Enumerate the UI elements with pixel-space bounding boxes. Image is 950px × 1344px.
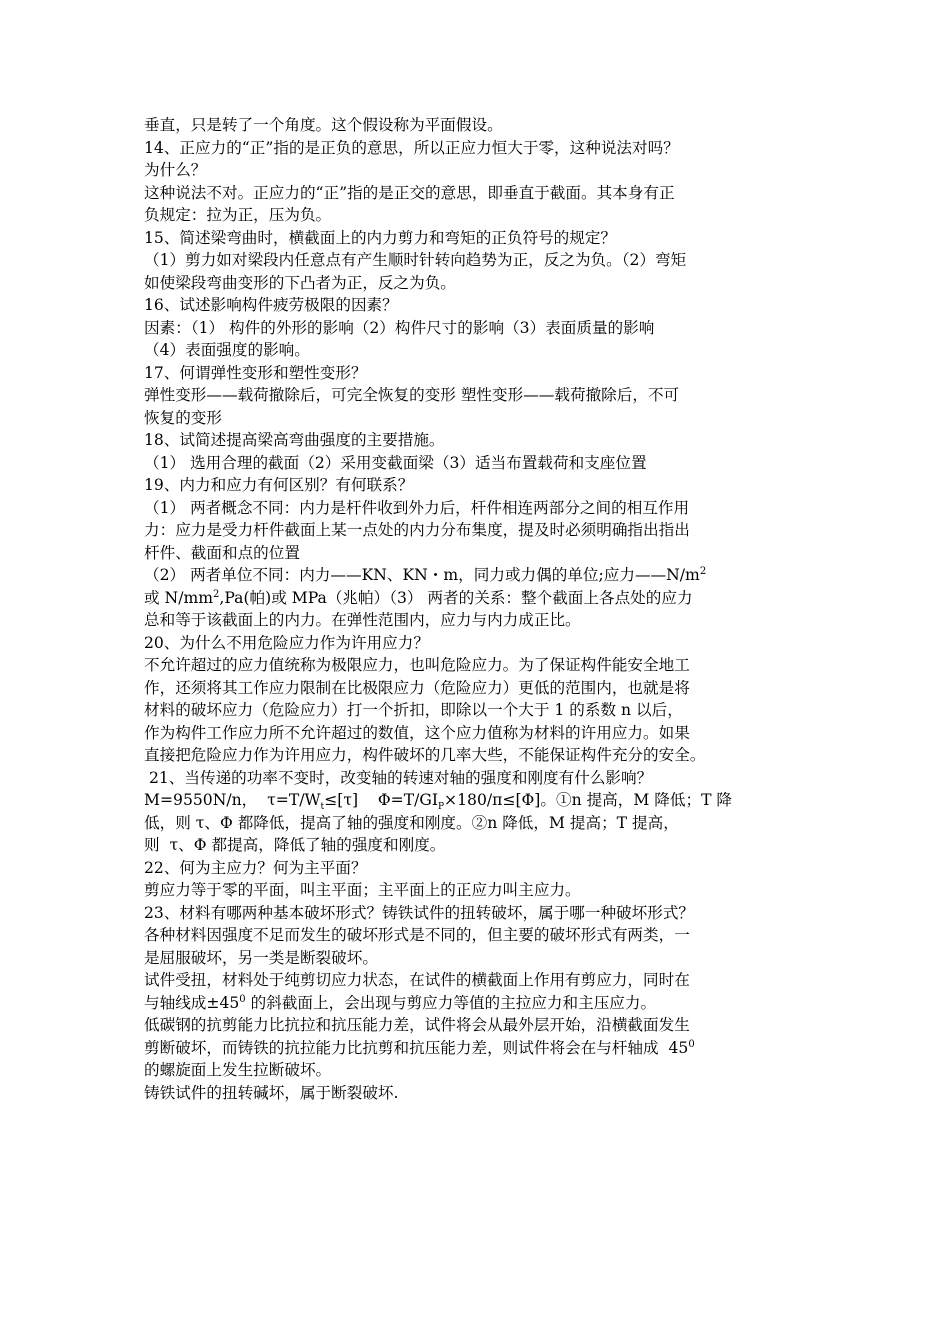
answer-14-cont: 负规定：拉为正，压为负。 bbox=[144, 206, 332, 224]
answer-23-para3-cont bbox=[144, 1037, 814, 1060]
answer-17-cont: 恢复的变形 bbox=[144, 408, 222, 427]
answer-14: 这种说法不对。正应力的“正”指的是正交的意思，即垂直于截面。其本身有正 bbox=[144, 183, 675, 202]
text-run: 剪断破坏，而铸铁的抗拉能力比抗剪和抗压能力差，则试件将会在与杆轴成 45 bbox=[144, 1038, 689, 1057]
superscript: 0 bbox=[239, 993, 246, 1005]
text-run: ×180/π≤[Φ]。①n 提高，M 降低；T 降 bbox=[444, 791, 733, 809]
superscript: 2 bbox=[213, 588, 220, 600]
answer-15-cont: 如使梁段弯曲变形的下凸者为正，反之为负。 bbox=[144, 273, 456, 292]
answer-19: （1） 两者概念不同：内力是杆件收到外力后，杆件相连两部分之间的相互作用 bbox=[144, 498, 690, 517]
answer-20-cont: 直接把危险应力作为许用应力，构件破坏的几率大些，不能保证构件充分的安全。 bbox=[144, 746, 706, 764]
question-23: 23、材料有哪两种基本破坏形式？铸铁试件的扭转破坏，属于哪一种破坏形式？ bbox=[144, 903, 695, 922]
answer-15: （1）剪力如对梁段内任意点有产生顺时针转向趋势为正，反之为负。（2）弯矩 bbox=[144, 251, 687, 269]
answer-20-cont: 作为构件工作应力所不允许超过的数值，这个应力值称为材料的许用应力。如果 bbox=[144, 723, 690, 742]
answer-23-para2: 试件受扭，材料处于纯剪切应力状态，在试件的横截面上作用有剪应力，同时在 bbox=[144, 971, 690, 989]
answer-19-units-cont bbox=[144, 587, 814, 610]
superscript: 2 bbox=[699, 565, 707, 577]
text-run: 的斜截面上，会出现与剪应力等值的主拉应力和主压应力。 bbox=[245, 993, 657, 1012]
question-20: 20、为什么不用危险应力作为许用应力？ bbox=[144, 633, 429, 652]
answer-20-cont: 作，还须将其工作应力限制在比极限应力（危险应力）更低的范围内，也就是将 bbox=[144, 678, 690, 697]
question-17: 17、何谓弹性变形和塑性变形？ bbox=[144, 363, 367, 382]
answer-19-cont: 总和等于该截面上的内力。在弹性范围内，应力与内力成正比。 bbox=[144, 611, 581, 629]
answer-23-para3-cont: 的螺旋面上发生拉断破坏。 bbox=[144, 1061, 332, 1079]
answer-19-cont: 杆件、截面和点的位置 bbox=[144, 543, 300, 562]
document-page bbox=[144, 114, 814, 1104]
text-run: 或 N/mm bbox=[144, 588, 214, 607]
text-run: ≤[τ] Φ=T/GI bbox=[324, 791, 438, 809]
answer-16: 因素：（1） 构件的外形的影响（2）构件尺寸的影响（3）表面质量的影响 bbox=[144, 318, 655, 337]
superscript: 0 bbox=[688, 1038, 695, 1050]
text-run: 与轴线成±45 bbox=[144, 993, 240, 1012]
answer-23-para3: 低碳钢的抗剪能力比抗拉和抗压能力差，试件将会从最外层开始，沿横截面发生 bbox=[144, 1016, 690, 1034]
answer-20: 不允许超过的应力值统称为极限应力，也叫危险应力。为了保证构件能安全地工 bbox=[144, 656, 690, 674]
text-run: M=9550N/n， τ=T/W bbox=[144, 791, 321, 809]
subscript: P bbox=[437, 802, 445, 813]
question-21: 21、当传递的功率不变时，改变轴的转速对轴的强度和刚度有什么影响？ bbox=[144, 768, 653, 787]
subscript: t bbox=[320, 802, 325, 813]
answer-22: 剪应力等于零的平面，叫主平面；主平面上的正应力叫主应力。 bbox=[144, 881, 581, 899]
text-run: （2） 两者单位不同：内力——KN、KN・m，同力或力偶的单位;应力——N/m bbox=[144, 566, 700, 584]
question-19: 19、内力和应力有何区别？有何联系？ bbox=[144, 476, 414, 494]
question-18: 18、试简述提高梁高弯曲强度的主要措施。 bbox=[144, 431, 445, 449]
question-14-cont: 为什么？ bbox=[144, 161, 207, 179]
answer-19-units bbox=[144, 564, 814, 587]
answer-23: 各种材料因强度不足而发生的破坏形式是不同的，但主要的破坏形式有两类，一 bbox=[144, 926, 690, 944]
text-run: ,Pa(帕)或 MPa（兆帕）（3） 两者的关系：整个截面上各点处的应力 bbox=[219, 588, 693, 607]
question-16: 16、试述影响构件疲劳极限的因素？ bbox=[144, 296, 398, 314]
text-line: 垂直，只是转了一个角度。这个假设称为平面假设。 bbox=[144, 116, 503, 134]
answer-16-cont: （4）表面强度的影响。 bbox=[144, 341, 310, 359]
answer-21-cont: 低，则 τ、Φ 都降低，提高了轴的强度和刚度。②n 降低，M 提高；T 提高， bbox=[144, 813, 679, 832]
question-22: 22、何为主应力？何为主平面？ bbox=[144, 858, 367, 877]
answer-19-cont: 力：应力是受力杆件截面上某一点处的内力分布集度，提及时必须明确指出指出 bbox=[144, 521, 690, 539]
answer-23-conclusion: 铸铁试件的扭转碱坏，属于断裂破坏. bbox=[144, 1083, 399, 1102]
question-14: 14、正应力的“正”指的是正负的意思，所以正应力恒大于零，这种说法对吗？ bbox=[144, 138, 679, 157]
question-15: 15、简述梁弯曲时，横截面上的内力剪力和弯矩的正负符号的规定？ bbox=[144, 228, 617, 247]
answer-23-para2-cont bbox=[144, 992, 814, 1015]
answer-20-cont: 材料的破坏应力（危险应力）打一个折扣，即除以一个大于 1 的系数 n 以后， bbox=[144, 701, 683, 719]
answer-21-cont: 则 τ、Φ 都提高，降低了轴的强度和刚度。 bbox=[144, 836, 446, 854]
answer-17: 弹性变形——载荷撤除后，可完全恢复的变形 塑性变形——载荷撤除后，不可 bbox=[144, 386, 680, 404]
answer-18: （1） 选用合理的截面（2）采用变截面梁（3）适当布置载荷和支座位置 bbox=[144, 453, 647, 472]
answer-23-cont: 是屈服破坏，另一类是断裂破坏。 bbox=[144, 948, 378, 967]
answer-21-formula bbox=[144, 789, 814, 812]
